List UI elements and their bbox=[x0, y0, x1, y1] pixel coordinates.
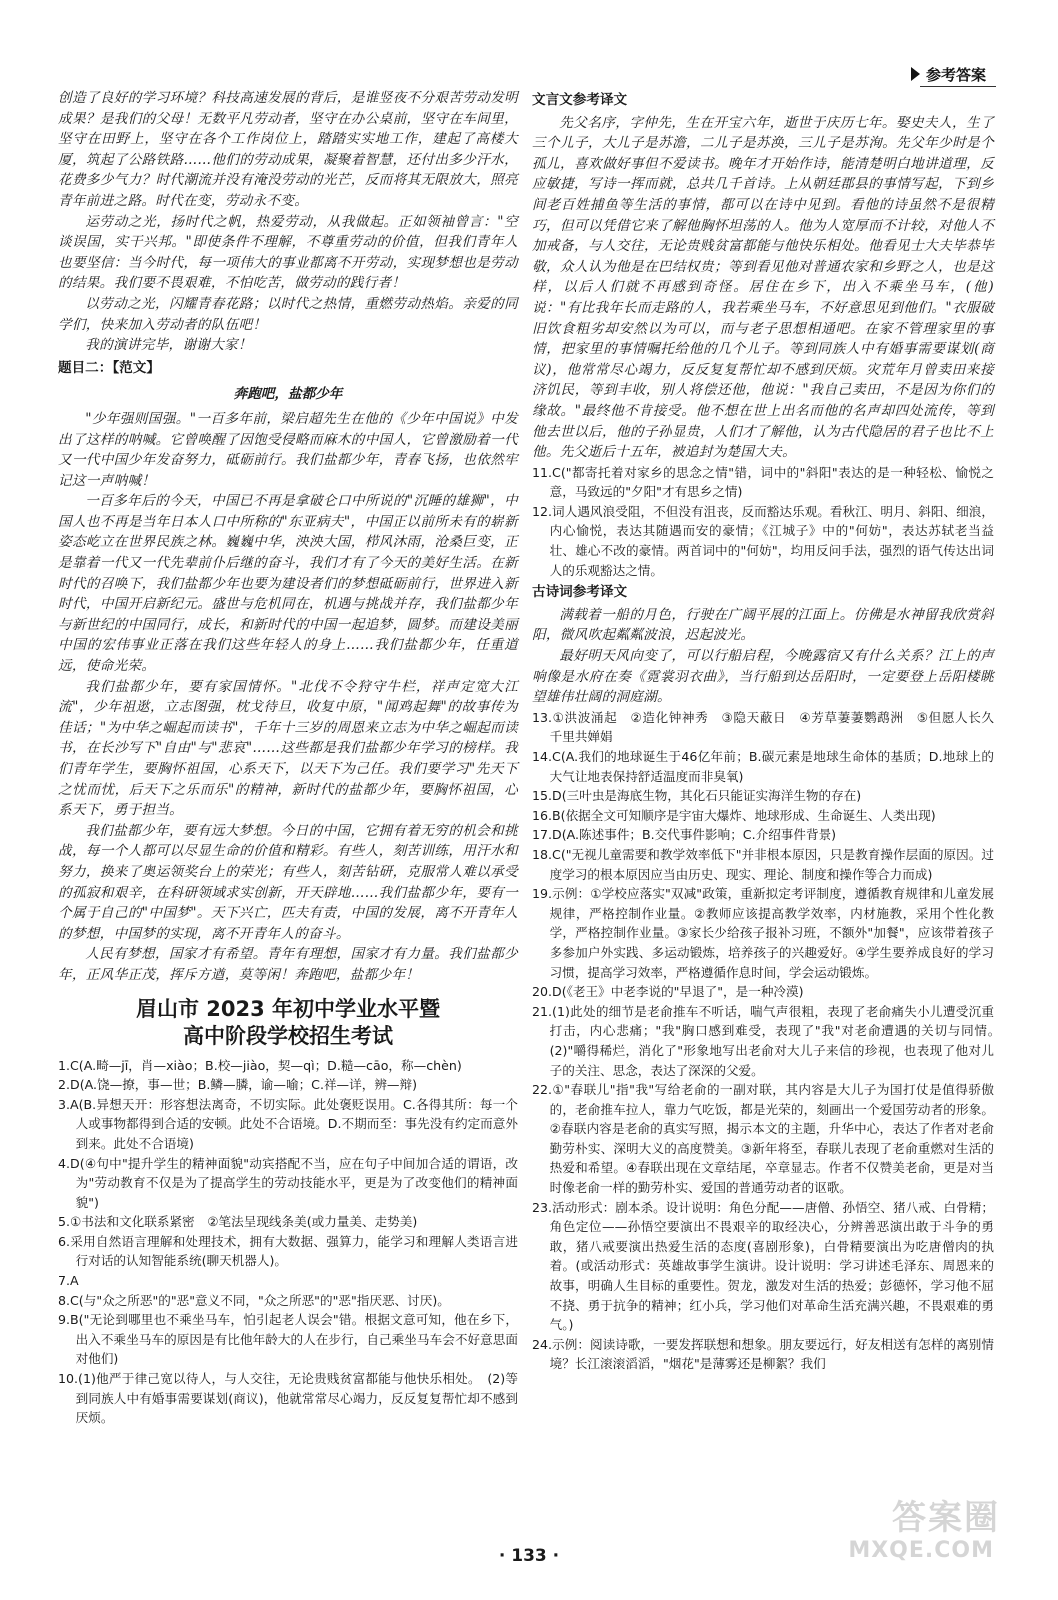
paragraph: 人民有梦想，国家才有希望。青年有理想，国家才有力量。我们盐都少年，正风华正茂，挥斥方遒，莫等闲！奔跑吧，盐都少年！ bbox=[58, 946, 518, 983]
answer-list bbox=[58, 1056, 518, 1428]
answer-item: 13.①洪波涌起 ②造化钟神秀 ③隐天蔽日 ④芳草萋萋鹦鹉洲 ⑤但愿人长久 千里共婵娟 bbox=[532, 709, 1007, 745]
answer-item: 1.C(A.畸—jī，肖—xiào；B.校—jiào，契—qì；D.糙—cāo，称—chèn) bbox=[58, 1057, 462, 1073]
answer-item: 9.B("无论到哪里也不乘坐马车，怕引起老人误会"错。根据文意可知，他在乡下，出入不乘坐马车的原因是有比他年龄大的人在步行，自己乘坐马车会不好意思面对他们) bbox=[58, 1312, 518, 1367]
exam-title-line: 高中阶段学校招生考试 bbox=[183, 1023, 393, 1048]
translation-label: 文言文参考译文 bbox=[532, 92, 628, 108]
watermark-text: 答案圈 bbox=[892, 1498, 1000, 1538]
paragraph: 满载着一船的月色，行驶在广阔平展的江面上。仿佛是水神留我欣赏斜阳，微风吹起粼粼波浪，迟起波光。 bbox=[532, 606, 994, 644]
answer-item: 4.D(④句中"提升学生的精神面貌"动宾搭配不当，应在句子中间加合适的谓语，改为"劳动教育不仅是为了提高学生的劳动技能水平，更是为了改变他们的精神面貌") bbox=[58, 1155, 518, 1210]
exam-title-line: 眉山市 2023 年初中学业水平暨 bbox=[135, 996, 441, 1021]
answer-item: 14.C(A.我们的地球诞生于46亿年前；B.碳元素是地球生命体的基质；D.地球上的大气让地表保持舒适温度而非臭氧) bbox=[532, 749, 994, 784]
answer-item: 23.活动形式：剧本杀。设计说明：角色分配——唐僧、孙悟空、猪八戒、白骨精；角色定位——孙悟空要演出不畏艰辛的取经决心，分辨善恶演出敢于斗争的勇敢，猪八戒要演出热爱生活的态度(喜剧形象)，白骨精要演出为吃唐僧肉的执着。(或活动形式：英雄故事学生演讲。设计说明：学习讲述毛泽东、周恩来的故事，明确人生目标的重要性。贺龙，激发对生活的热爱；彭德怀，学习他不屈不挠、勇于抗争的精神；红小兵，学习他们对革命生活充满兴趣，不畏艰难的勇气。) bbox=[532, 1199, 994, 1333]
answer-item: 8.C(与"众之所恶"的"恶"意义不同，"众之所恶"的"恶"指厌恶、讨厌)。 bbox=[58, 1292, 450, 1308]
answer-item: 24.示例：阅读诗歌，一要发挥联想和想象。朋友要远行，好友相送有怎样的离别情境？长江滚滚滔滔，"烟花"是薄雾还是柳絮？我们 bbox=[532, 1336, 994, 1372]
answer-item: 19.示例：①学校应落实"双减"政策，重新拟定考评制度，遵循教育规律和儿童发展规律，严格控制作业量。②教师应该提高教学效率，内材施教，采用个性化教学，严格控制作业量。③家长少给孩子报补习班，不额外"加餐"，应该带着孩子多参加户外实践、多运动锻炼，培养孩子的兴趣爱好。④学生要养成良好的学习习惯，提高学习效率，严格遵循作息时间，学会运动锻炼。 bbox=[532, 886, 994, 980]
answer-list bbox=[532, 708, 1007, 1374]
poem-translation bbox=[532, 605, 994, 708]
paragraph: 创造了良好的学习环境？科技高速发展的背后，是谁竖夜不分艰苦劳动发明成果？是我们的父母！无数平凡劳动者，坚守在办公桌前，坚守在车间里，坚守在田野上，坚守在各个工作岗位上，踏踏实实地工作，建起了高楼大厦，筑起了公路铁路……他们的劳动成果，凝聚着智慧，还付出多少汗水，花费多少气力？时代潮流并没有淹没劳动的光芒，反而将其无限放大，照亮青年前进之路。时代在变，劳动永不变。 bbox=[58, 90, 518, 209]
answer-item: 20.D(《老王》中老李说的"早退了"，是一种冷漠) bbox=[532, 984, 804, 1000]
right-column bbox=[532, 88, 1007, 1374]
answer-item: 5.①书法和文化联系紧密 ②笔法呈现线条美(或力量美、走势美) bbox=[58, 1214, 418, 1230]
exam-title bbox=[58, 996, 518, 1050]
paragraph: 先父名序，字仲先，生在开宝六年，逝世于庆历七年。娶史夫人，生了三个儿子，大儿子是苏澹，二儿子是苏涣，三儿子是苏洵。先父年少时是个孤儿，喜欢做好事但不爱读书。晚年才开始作诗，能清楚明白地讲道理，反应敏捷，写诗一挥而就，总共几千首诗。上从朝廷郡县的事情写起，下到乡间老百姓捕鱼等生活的事情，都可以在诗中见到。看他的诗虽然不是很精巧，但可以凭借它来了解他胸怀坦荡的人。他为人宽厚而不计较，对他人不加戒备，与人交往，无论贵贱贫富都能与他快乐相处。他看见士大夫毕恭毕敬，众人认为他是在巴结权贵；等到看见他对普通农家和乡野之人，也是这样，以后人们就不再感到奇怪。居住在乡下，出入不乘坐马车，(他)说："有比我年长而走路的人，我若乘坐马车，不好意思见到他们。"衣服破旧饮食粗劣却安然以为可以，而与老子思想相通吧。在家不管理家里的事情，把家里的事情嘱托给他的几个儿子。等到同族人中有婚事需要谋划(商议)，他常常尽心竭力，反反复复帮忙却不感到厌烦。灾荒年月曾卖田来接济饥民，等到丰收，别人将偿还他，他说："我自己卖田，不是因为你们的缘故。"最终他不肯接受。他不想在世上出名而他的名声却四处流传，等到他去世以后，他的子孙显贵，人们才了解他，认为古代隐居的君子也比不上他。先父逝后十五年，被追封为楚国大夫。 bbox=[532, 114, 994, 461]
triangle-marker-icon bbox=[911, 67, 920, 81]
answer-item: 7.A bbox=[58, 1273, 79, 1289]
paragraph: "少年强则国强。"一百多年前，梁启超先生在他的《少年中国说》中发出了这样的呐喊。它曾唤醒了因饱受侵略而麻木的中国人，它曾激励着一代又一代中国少年发奋努力，砥砺前行。我们盐都少年，青春飞扬，也依然牢记这一声呐喊！ bbox=[58, 410, 518, 489]
answer-section-label: 参考答案 bbox=[925, 66, 986, 84]
answer-item: 11.C("都寄托着对家乡的思念之情"错，词中的"斜阳"表达的是一种轻松、愉悦之意，马致远的"夕阳"才有思乡之情) bbox=[532, 464, 994, 500]
answer-item: 15.D(三叶虫是海底生物，其化石只能证实海洋生物的存在) bbox=[532, 788, 862, 804]
watermark-url: MXQE.COM bbox=[848, 1538, 994, 1563]
classical-translation bbox=[532, 113, 994, 463]
answer-item: 22.①"春联儿"指"我"写给老俞的一副对联，其内容是大儿子为国打仗是值得骄傲的，老俞推车拉人，靠力气吃饭，都是光荣的，刻画出一个爱国劳动者的形象。②春联内容是老俞的真实写照，揭示本文的主题，升华中心，表达了作者对老俞勤劳朴实、深明大义的高度赞美。③新年将至，春联儿表现了老俞重燃对生活的热爱和希望。④春联出现在文章结尾，卒章显志。作者不仅赞美老俞，更是对当时像老俞一样的勤劳朴实、爱国的普通劳动者的讴歌。 bbox=[532, 1082, 994, 1196]
paragraph: 我的演讲完毕，谢谢大家！ bbox=[85, 337, 252, 354]
header-rule bbox=[920, 86, 996, 87]
paragraph: 最好明天风向变了，可以行船启程，今晚露宿又有什么关系？江上的声响像是水府在奏《霓裳羽衣曲》，当行船到达岳阳时，一定要登上岳阳楼眺望雄伟壮阔的洞庭湖。 bbox=[532, 648, 994, 706]
answer-section-tag bbox=[911, 64, 986, 85]
answer-item: 6.采用自然语言理解和处理技术，拥有大数据、强算力，能学习和理解人类语言进行对话的认知智能系统(聊天机器人)。 bbox=[58, 1233, 518, 1269]
answer-item: 2.D(A.饶—撩，事—世；B.鳞—膦，谕—喻；C.祥—详，辨—辩) bbox=[58, 1077, 418, 1093]
answer-item: 17.D(A.陈述事件；B.交代事件影响；C.介绍事件背景) bbox=[532, 827, 837, 843]
poem-translation-label: 古诗词参考译文 bbox=[532, 584, 628, 601]
answer-item: 10.(1)他严于律己宽以待人，与人交往，无论贵贱贫富都能与他快乐相处。 (2)等到同族人中有婚事需要谋划(商议)，他就常常尽心竭力，反反复复帮忙却不感到厌烦。 bbox=[58, 1371, 518, 1426]
page-number: · 133 · bbox=[498, 1546, 560, 1566]
topic-label: 题目二：【范文】 bbox=[58, 359, 160, 376]
answer-item: 12.词人遇风浪受阻，不但没有沮丧，反而豁达乐观。看秋江、明月、斜阳、细浪，内心愉悦，表达其随遇而安的豪情；《江城子》中的"何妨"，表达苏轼老当益壮、雄心不改的豪情。两首词中的"何妨"，均用反问手法，强烈的语气传达出词人的乐观豁达之情。 bbox=[532, 503, 994, 578]
answer-item: 18.C("无视儿童需要和教学效率低下"并非根本原因，只是教育操作层面的原因。过度学习的根本原因应当由历史、现实、理论、制度和操作等合力而成) bbox=[532, 846, 994, 882]
paragraph: 以劳动之光，闪耀青春花路；以时代之热情，重燃劳动热焰。亲爱的同学们，快来加入劳动者的队伍吧！ bbox=[58, 295, 518, 333]
answer-list bbox=[532, 463, 994, 581]
watermark-logo bbox=[850, 1490, 1000, 1570]
paragraph: 我们盐都少年，要有远大梦想。今日的中国，它拥有着无穷的机会和挑战，每一个人都可以尽显生命的价值和精彩。有些人，刻苦训练，用汗水和努力，换来了奥运领奖台上的荣光；有些人，刻苦钻研，克服常人难以承受的孤寂和艰辛，在科研领域求实创新，开天辟地……我们盐都少年，要有一个属于自己的"中国梦"。天下兴亡，匹夫有责，中国的发展，离不开青年人的梦想，中国梦的实现，离不开青年人的奋斗。 bbox=[58, 822, 518, 942]
paragraph: 一百多年后的今天，中国已不再是拿破仑口中所说的"沉睡的雄狮"，中国人也不再是当年日本人口中所称的"东亚病夫"，中国正以前所未有的崭新姿态屹立在世界民族之林。巍巍中华，泱泱大国，栉风沐雨，沧桑巨变，正是靠着一代又一代先辈前仆后继的奋斗，我们才有了今天的美好生活。在新时代的召唤下，我们盐都少年也要为建设者们的梦想砥砺前行，世界进入新时代，中国开启新纪元。盛世与危机同在，机遇与挑战并存，我们盐都少年与新世纪的中国同行，成长，和新时代的中国一起追梦，圆梦。而建设美丽中国的宏伟事业正落在我们这些年轻人的身上……我们盐都少年，任重道远，使命光荣。 bbox=[58, 493, 518, 675]
left-column bbox=[58, 88, 518, 1428]
essay-title: 奔跑吧，盐都少年 bbox=[233, 386, 343, 403]
paragraph: 运劳动之光，扬时代之帆，热爱劳动，从我做起。正如领袖曾言："空谈误国，实干兴邦。"即使条件不理解，不尊重劳动的价值，但我们青年人也要坚信：当今时代，每一项伟大的事业都离不开劳动，实现梦想也是劳动的结果。我们要不畏艰难，不怕吃苦，做劳动的践行者！ bbox=[58, 213, 518, 292]
model-essay bbox=[58, 409, 518, 986]
speech-ending bbox=[58, 88, 518, 356]
paragraph: 我们盐都少年，要有家国情怀。"北伐不令狩守牛栏，祥声定宽大江流"，少年祖逖，立志图强，枕戈待旦，收复中原，"闻鸡起舞"的故事传为佳话；"为中华之崛起而读书"，千年十三岁的周恩来立志为中华之崛起而读书，在长沙写下"自由"与"悲哀"……这些都是我们盐都少年学习的榜样。我们青年学生，要胸怀祖国，心系天下，以天下为己任。我们要学习"先天下之忧而忧，后天下之乐而乐"的精神，新时代的盐都少年，要胸怀祖国，心系天下，勇于担当。 bbox=[58, 678, 518, 819]
answer-item: 21.(1)此处的细节是老俞推车不听话，喘气声很粗，表现了老俞痛失小儿遭受沉重打击，内心悲痛；"我"胸口感到难受，表现了"我"对老俞遭遇的关切与同情。 (2)"嚼得稀烂，消化了"形象地写出老俞对大儿子来信的珍视，也表现了他对儿子的关注、思念，表达了深深的父爱。 bbox=[532, 1003, 1007, 1078]
answer-item: 3.A(B.异想天开：形容想法离奇，不切实际。此处褒贬误用。C.各得其所：每一个人或事物都得到合适的安顿。此处不合语境。D.不期而至：事先没有约定而意外到来。此处不合语境) bbox=[58, 1096, 518, 1151]
answer-item: 16.B(依据全文可知顺序是宇宙大爆炸、地球形成、生命诞生、人类出现) bbox=[532, 807, 936, 823]
